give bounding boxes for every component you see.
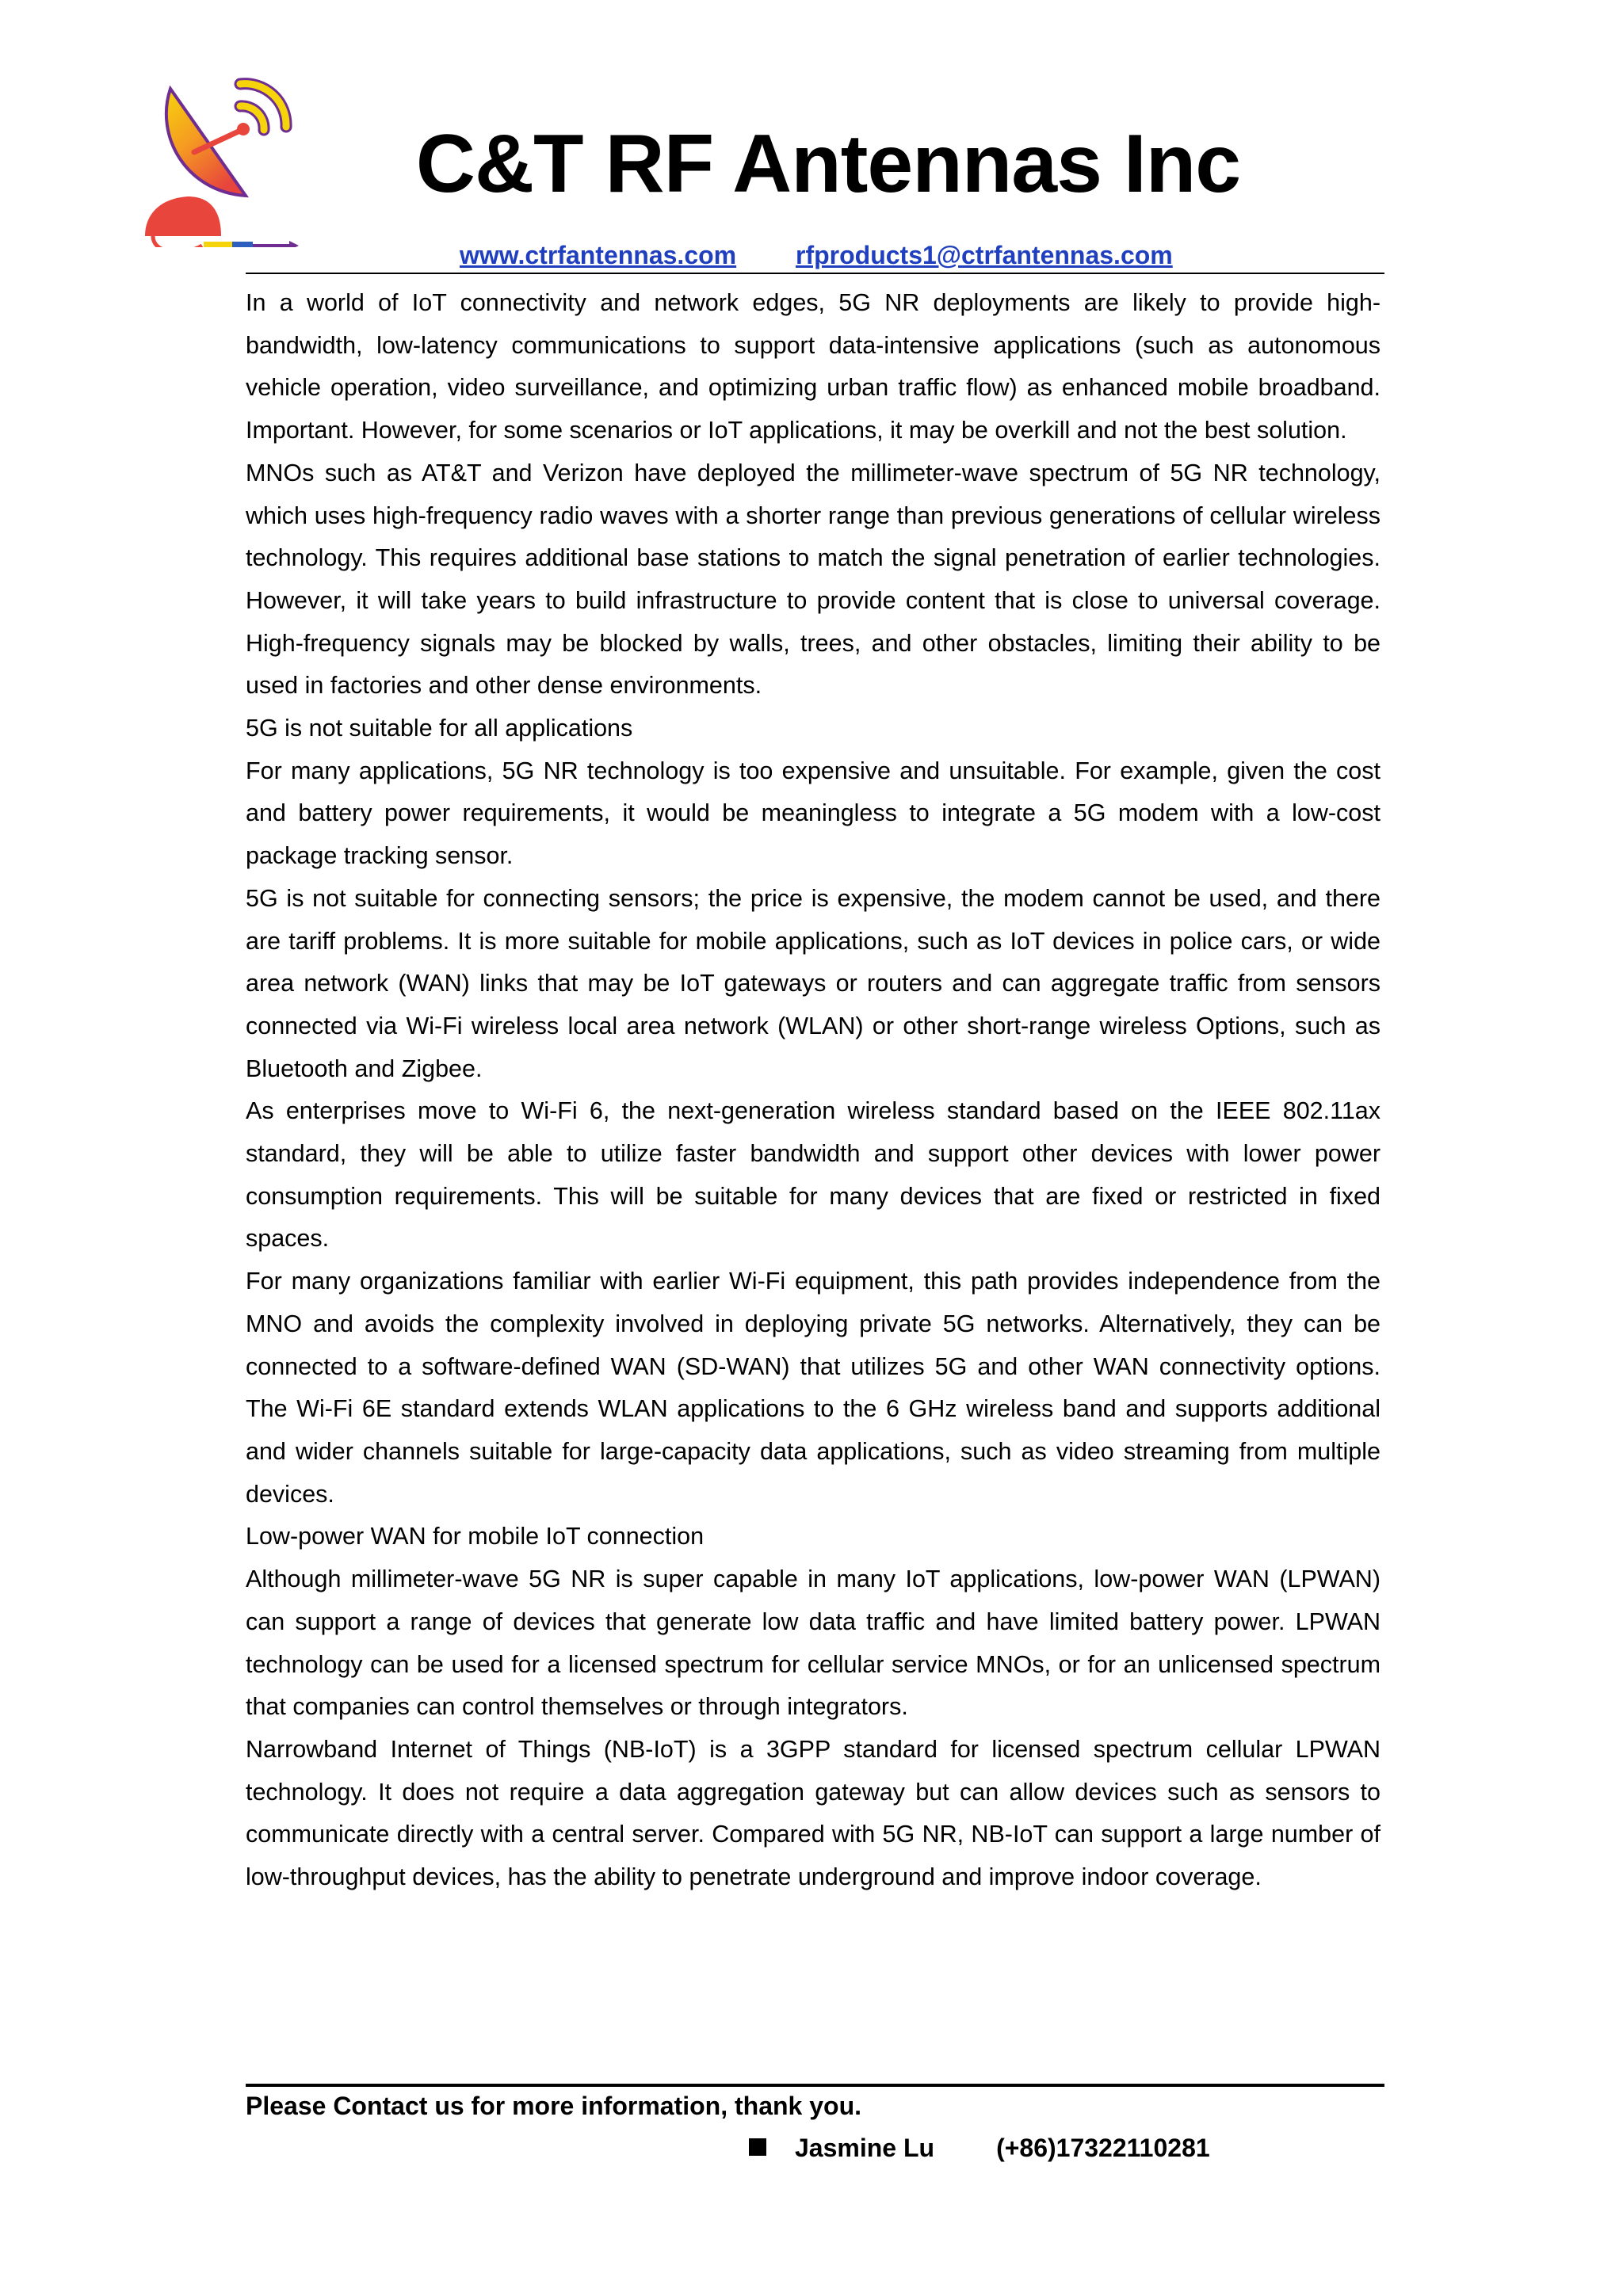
footer-title: Please Contact us for more information, thank you. xyxy=(246,2092,862,2120)
paragraph: For many applications, 5G NR technology is too expensive and unsuitable. For example, given the cost and battery power requirements, it would be meaningless to integrate a 5G modem with a low-cost package tracking sensor. xyxy=(246,757,1381,870)
header-divider xyxy=(246,273,1384,274)
footer-divider xyxy=(246,2084,1384,2087)
paragraph: Narrowband Internet of Things (NB-IoT) is a 3GPP standard for licensed spectrum cellular LPWAN technology. It does not require a data aggregation gateway but can allow devices such as sensors to communicate directly with a central server. Compared with 5G NR, NB-IoT can support a large number of low-throughput devices, has the ability to penetrate underground and improve indoor coverage. xyxy=(246,1735,1381,1891)
paragraph: In a world of IoT connectivity and network edges, 5G NR deployments are likely to provide high-bandwidth, low-latency communications to support data-intensive applications (such as autonomous vehicle operation, video surveillance, and optimizing urban traffic flow) as enhanced mobile broadband. Important. However, for some scenarios or IoT applications, it may be overkill and not the best solution. xyxy=(246,289,1381,444)
paragraph: As enterprises move to Wi-Fi 6, the next-generation wireless standard based on the IEEE 802.11ax standard, they will be able to utilize faster bandwidth and support other devices with lower power consumption requirements. This will be suitable for many devices that are fixed or restricted in fixed spaces. xyxy=(246,1097,1381,1253)
company-name: C&T RF Antennas Inc xyxy=(415,118,1241,210)
satellite-dish-icon xyxy=(139,57,329,247)
article-body xyxy=(246,282,1381,1899)
paragraph: Although millimeter-wave 5G NR is super capable in many IoT applications, low-power WAN (LPWAN) can support a range of devices that generate low data traffic and have limited battery power. LPWAN technology can be used for a licensed spectrum for cellular service MNOs, or for an unlicensed spectrum that companies can control themselves or through integrators. xyxy=(246,1566,1381,1721)
section-heading: Low-power WAN for mobile IoT connection xyxy=(246,1523,705,1550)
paragraph: For many organizations familiar with earlier Wi-Fi equipment, this path provides independence from the MNO and avoids the complexity involved in deploying private 5G networks. Alternatively, they can be connected to a software-defined WAN (SD-WAN) that utilizes 5G and other WAN connectivity options. The Wi-Fi 6E standard extends WLAN applications to the 6 GHz wireless band and supports additional and wider channels suitable for large-capacity data applications, such as video streaming from multiple devices. xyxy=(246,1268,1381,1508)
square-bullet-icon xyxy=(749,2138,766,2156)
paragraph: MNOs such as AT&T and Verizon have deployed the millimeter-wave spectrum of 5G NR technology, which uses high-frequency radio waves with a shorter range than previous generations of cellular wireless technology. This requires additional base stations to match the signal penetration of earlier technologies. However, it will take years to build infrastructure to provide content that is close to universal coverage. High-frequency signals may be blocked by walls, trees, and other obstacles, limiting their ability to be used in factories and other dense environments. xyxy=(246,459,1381,700)
section-heading: 5G is not suitable for all applications xyxy=(246,715,633,742)
contact-name: Jasmine Lu xyxy=(795,2134,935,2162)
contact-phone: (+86)17322110281 xyxy=(996,2134,1210,2162)
email-link[interactable]: rfproducts1@ctrfantennas.com xyxy=(796,241,1173,269)
contact-line xyxy=(749,2134,1210,2163)
paragraph: 5G is not suitable for connecting sensors; the price is expensive, the modem cannot be used, and there are tariff problems. It is more suitable for mobile applications, such as IoT devices in police cars, or wide area network (WAN) links that may be IoT gateways or routers and can aggregate traffic from sensors connected via Wi-Fi wireless local area network (WLAN) or other short-range wireless Options, such as Bluetooth and Zigbee. xyxy=(246,884,1381,1082)
website-link[interactable]: www.ctrfantennas.com xyxy=(460,241,737,269)
